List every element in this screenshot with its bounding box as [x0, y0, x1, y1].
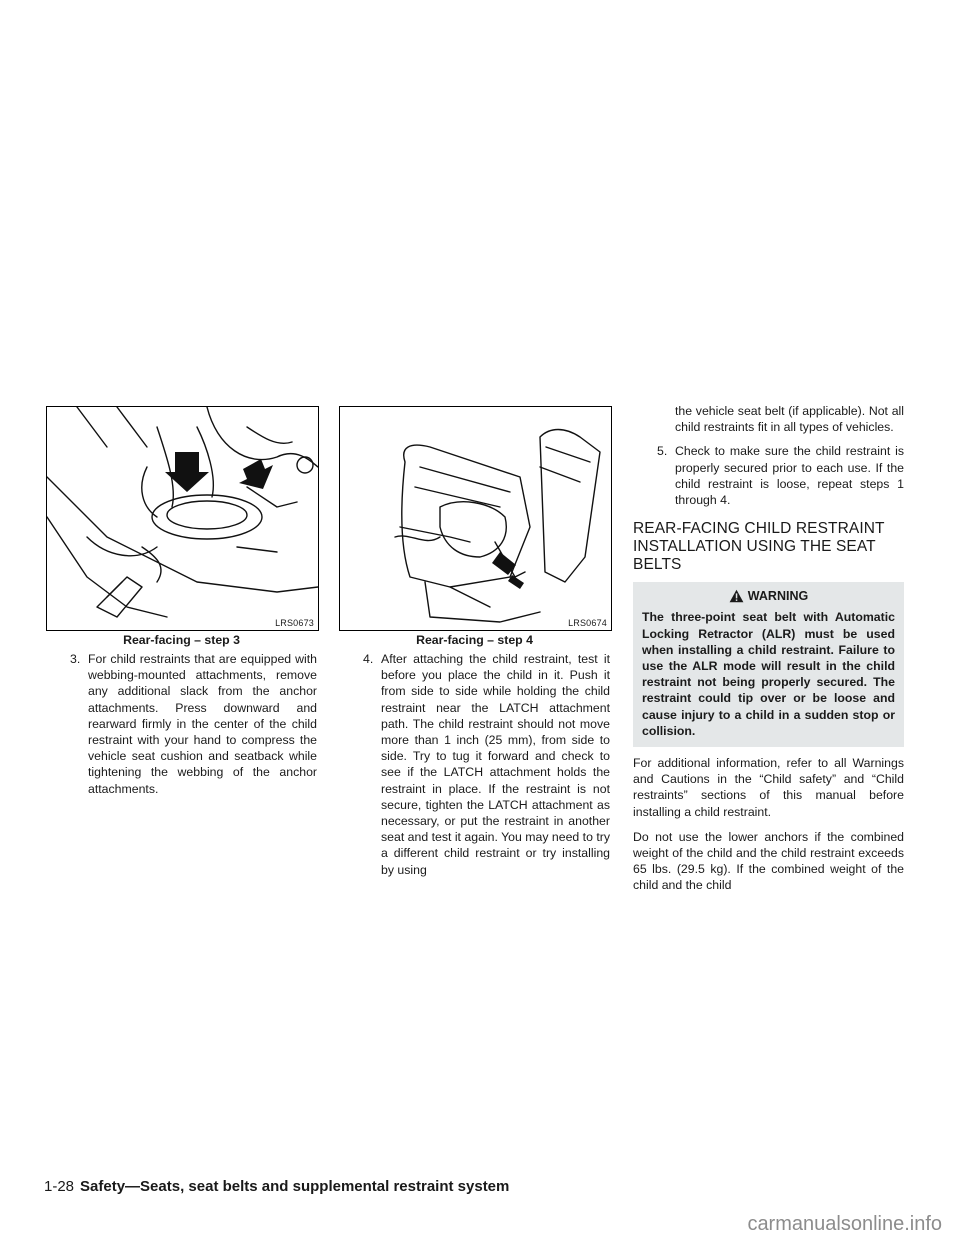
figure-rear-facing-step-4 [339, 406, 612, 631]
step-text: For child restraints that are equipped with webbing-mounted attachments, remove any additional slack from the anchor attachments. Press downward and rearward firmly in the center of the child restraint with your hand to compress the vehicle seat cushion and seatback while tightening the webbing of the anchor attachments. [88, 652, 317, 796]
figure-rear-facing-step-3 [46, 406, 319, 631]
step-number: 4. [363, 652, 374, 666]
step-4-continued [633, 403, 904, 435]
figure-caption: Rear-facing – step 4 [416, 633, 533, 647]
step-5 [633, 443, 904, 508]
column-2 [339, 651, 610, 878]
step-text: After attaching the child restraint, test it before you place the child in it. Push it from side to side while holding the child restraint near the LATCH attachment path. The child restraint should not move more than 1 inch (25 mm), from side to side. Try to tug it forward and check to see if the LATCH attachment holds the restraint in place. If the restraint is not secure, tighten the LATCH attachment as necessary, or put the restraint in another seat and test it again. You may need to try a different child restraint or try installing by using [381, 652, 611, 877]
warning-box [633, 582, 904, 747]
warning-title [642, 588, 895, 604]
step-4 [339, 651, 610, 878]
warning-label: WARNING [747, 589, 809, 604]
column-1 [46, 651, 317, 797]
illustration-step-4 [340, 407, 611, 630]
watermark: carmanualsonline.info [747, 1213, 942, 1235]
warning-triangle-icon [729, 589, 744, 603]
step-number: 5. [657, 444, 668, 459]
page-number: 1-28 [44, 1178, 75, 1195]
figure-caption: Rear-facing – step 3 [123, 633, 240, 647]
warning-text: The three-point seat belt with Automatic Locking Retractor (ALR) must be used when installing a child restraint. Failure to use the ALR mode will result in the child restraint not being properly secured. The restraint could tip over or be loose and cause injury to a child in a sudden stop or collision. [642, 610, 895, 738]
chapter-title: Safety—Seats, seat belts and supplemental restraint system [80, 1178, 510, 1195]
step-text: the vehicle seat belt (if applicable). Not all child restraints fit in all types of vehicles. [675, 404, 904, 435]
step-3 [46, 651, 317, 797]
figure-code: LRS0674 [568, 618, 607, 628]
step-text: Check to make sure the child restraint is properly secured prior to each use. If the child restraint is loose, repeat steps 1 through 4. [675, 444, 904, 508]
illustration-step-3 [47, 407, 318, 630]
column-3 [633, 403, 904, 903]
lower-anchors-paragraph: Do not use the lower anchors if the combined weight of the child and the child restraint exceeds 65 lbs. (29.5 kg). If the combined weight of the child and the child [633, 829, 904, 893]
step-number: 3. [70, 652, 81, 666]
info-paragraph: For additional information, refer to all Warnings and Cautions in the “Child safety” and “Child restraints” sections of this manual before installing a child restraint. [633, 756, 904, 819]
page-footer [44, 1178, 509, 1196]
figure-code: LRS0673 [275, 618, 314, 628]
section-heading: REAR-FACING CHILD RESTRAINT INSTALLATION USING THE SEAT BELTS [633, 520, 885, 574]
